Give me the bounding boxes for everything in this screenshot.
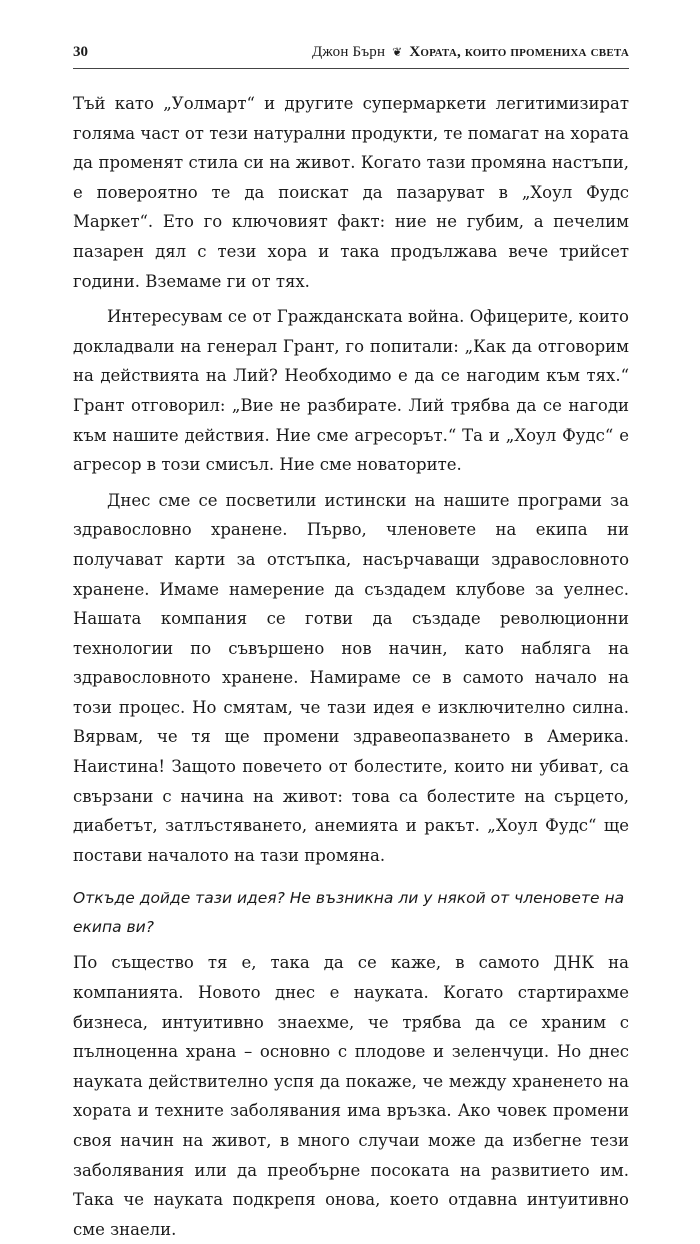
body-paragraph: Днес сме се посветили истински на нашите програми за здравословно хранене. Първо, членовете на екипа ни получават карти за отстъпка, насърчаващи здравословното хранене. Имаме намерение да създадем клубове за уелнес. Нашата компания се готви да създаде революционни технологии по съвършено нов начин, като набляга на здравословното хранене. Намираме се в самото начало на този процес. Но смятам, че тази идея е изключително силна. Вярвам, че тя ще промени здравеопазването в Америка. Наистина! Защото повечето от болестите, които ни убиват, са свързани с начина на живот: това са болестите на сърцето, диабетът, затлъстяването, анемията и ракът. „Хоул Фудс“ ще постави началото на тази промяна. bbox=[73, 490, 629, 865]
page-header bbox=[73, 40, 629, 69]
ornament-separator-icon: ❦ bbox=[392, 45, 403, 59]
running-head-book-title: Хората, които промениха света bbox=[409, 44, 629, 60]
body-paragraph: Интересувам се от Гражданската война. Офицерите, които докладвали на генерал Грант, го попитали: „Как да отговорим на действията на Лий? Необходимо е да се нагодим към тях.“ Грант отговорил: „Вие не разбирате. Лий трябва да се нагоди към нашите действия. Ние сме агресорът.“ Та и „Хоул Фудс“ е агресор в този смисъл. Ние сме новаторите. bbox=[73, 307, 629, 475]
body-paragraph: Тъй като „Уолмарт“ и другите супермаркети легитимизират голяма част от тези натурални продукти, те помагат на хората да променят стила си на живот. Когато тази промяна настъпи, е повероятно те да поискат да пазаруват в „Хоул Фудс Маркет“. Ето го ключовият факт: ние не губим, а печелим пазарен дял с тези хора и така продължава вече трийсет години. Вземаме ги от тях. bbox=[73, 94, 629, 291]
running-head bbox=[312, 44, 629, 61]
interview-answer: По същество тя е, така да се каже, в самото ДНК на компанията. Новото днес е науката. Когато стартирахме бизнеса, интуитивно знаехме, че трябва да се храним с пълноценна храна – основно с плодове и зеленчуци. Но днес науката действително успя да покаже, че между храненето на хората и техните заболявания има връзка. Ако човек промени своя начин на живот, в много случаи може да избегне тези заболявания или да преобърне посоката на развитието им. Така че науката подкрепя онова, което отдавна интуитивно сме знаели. bbox=[73, 953, 629, 1239]
interview-question: Откъде дойде тази идея? Не възникна ли у някой от членовете на екипа ви? bbox=[73, 889, 625, 937]
running-head-author: Джон Бърн bbox=[312, 44, 386, 60]
page-body bbox=[73, 89, 629, 1244]
page-number: 30 bbox=[73, 44, 88, 60]
